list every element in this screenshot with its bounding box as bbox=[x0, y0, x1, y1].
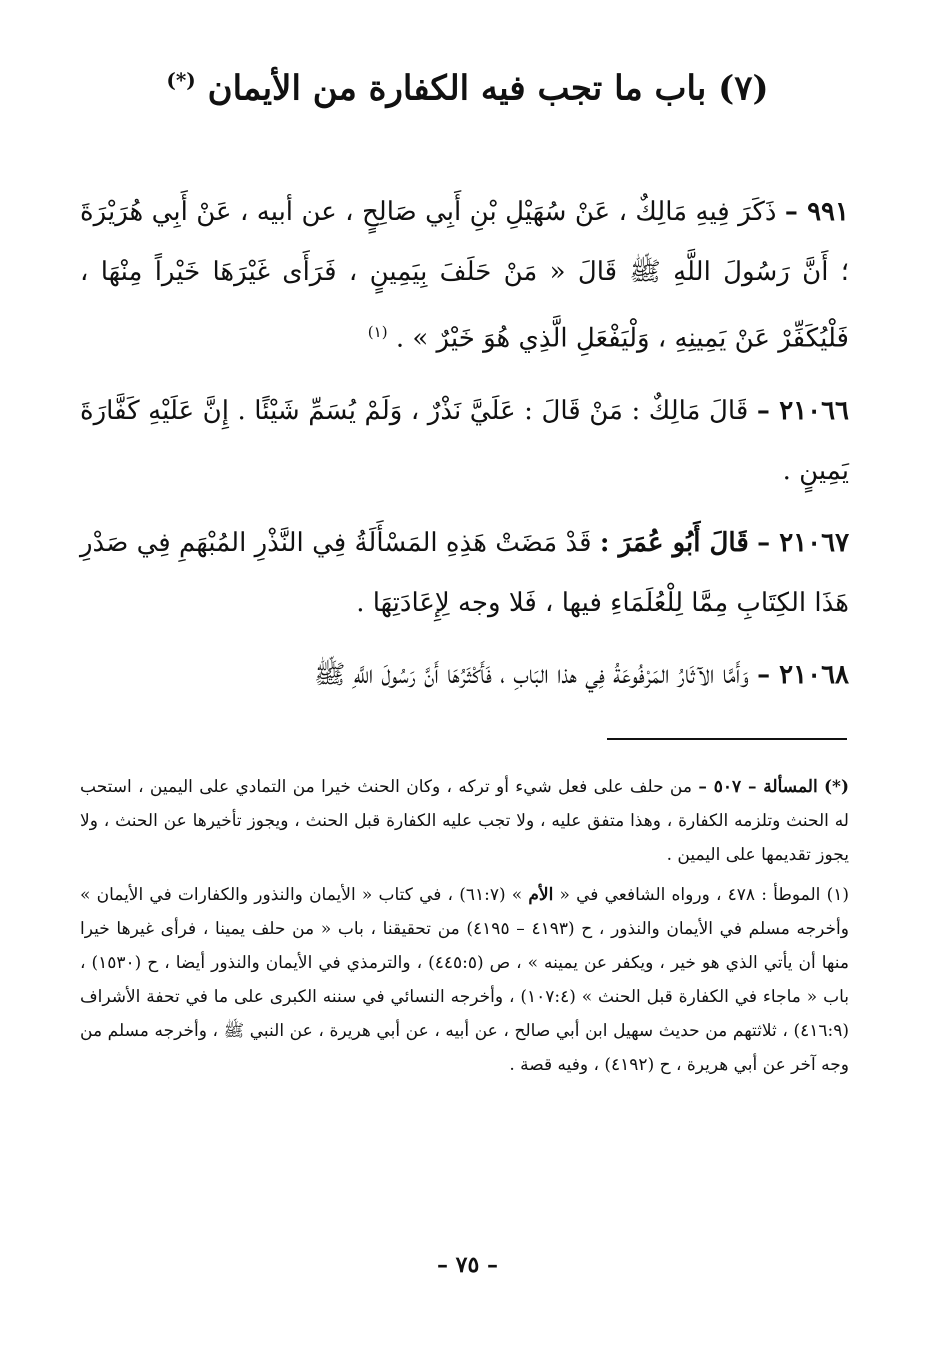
paragraph-number: ٢١٠٦٦ – bbox=[756, 395, 850, 426]
footnote-1 bbox=[80, 878, 849, 1082]
chapter-note-mark: (*) bbox=[166, 68, 196, 92]
footnotes bbox=[80, 770, 849, 1088]
paragraph-text: ذَكَرَ فِيهِ مَالِكٌ ، عَنْ سُهَيْلِ بْنِ أَبِي صَالِحٍ ، عن أبيه ، عَنْ أَبِي هُرَيْرَةَ ؛ أَنَّ رَسُولَ اللَّهِ ﷺ قَالَ « مَنْ حَلَفَ بِيَمِينٍ ، فَرَأَى غَيْرَهَا خَيْراً مِنْهَا ، فَلْيُكَفِّرْ عَنْ يَمِينِهِ ، وَلْيَفْعَلِ الَّذِي هُوَ خَيْرٌ » . bbox=[80, 197, 849, 354]
speaker-label: قَالَ أَبُو عُمَرَ : bbox=[599, 527, 749, 558]
footnote-divider bbox=[607, 738, 847, 740]
footnote-reference: (١) bbox=[367, 323, 388, 341]
paragraph-text: قَدْ مَضَتْ هَذِهِ المَسْأَلَةُ فِي النَّذْرِ المُبْهَمِ فِي صَدْرِ هَذَا الكِتَابِ مِمَّا لِلْعُلَمَاءِ فيها ، فَلا وجه لِإِعَادَتِهَا . bbox=[80, 527, 849, 618]
paragraph-number: ٩٩١ – bbox=[784, 197, 849, 227]
footnote-mark: (*) bbox=[824, 777, 849, 797]
footnote-book-title: الأم bbox=[528, 885, 554, 905]
main-text bbox=[80, 182, 849, 717]
paragraph-21068 bbox=[80, 645, 849, 705]
paragraph-number: ٢١٠٦٧ – bbox=[757, 527, 850, 558]
chapter-title-text: (٧) باب ما تجب فيه الكفارة من الأيمان bbox=[207, 68, 769, 109]
paragraph-21066 bbox=[80, 381, 849, 501]
issue-label: المسألة – ٥٠٧ – bbox=[698, 777, 818, 797]
footnote-text-b: » (٦١:٧) ، في كتاب « الأيمان والنذور والكفارات في الأيمان » وأخرجه مسلم في الأيمان والنذور ، ح (٤١٩٣ – ٤١٩٥) من تحقيقنا ، باب « من حلف يمينا ، فرأى غيرها خيرا منها أن يأتي الذي هو خير ، ويكفر عن يمينه » ، ص (٤٤٥:٥) ، والترمذي في الأيمان والنذور أيضا ، ح (١٥٣٠) ، باب « ماجاء في الكفارة قبل الحنث » (١٠٧:٤) ، وأخرجه النسائي في سننه الكبرى على ما في تحفة الأشراف (٤١٦:٩) ، ثلاثتهم من حديث سهيل ابن أبي صالح ، عن أبيه ، عن أبي هريرة ، عن النبي ﷺ ، وأخرجه مسلم من وجه آخر عن أبي هريرة ، ح (٤١٩٢) ، وفيه قصة . bbox=[80, 885, 849, 1075]
paragraph-text: قَالَ مَالِكٌ : مَنْ قَالَ : عَلَيَّ نَذْرٌ ، وَلَمْ يُسَمِّ شَيْئًا . إِنَّ عَلَيْهِ كَفَّارَةَ يَمِينٍ . bbox=[80, 395, 849, 486]
footnote-issue bbox=[80, 770, 849, 872]
footnote-text: من حلف على فعل شيء أو تركه ، وكان الحنث خيرا من التمادي على اليمين ، استحب له الحنث وتلزمه الكفارة ، وهذا متفق عليه ، ولا تجب عليه الكفارة قبل الحنث ، ويجوز تأخيرها عن الحنث ، ولا يجوز تقديمها على اليمين . bbox=[80, 777, 849, 865]
paragraph-21067 bbox=[80, 513, 849, 633]
footnote-text-a: الموطأ : ٤٧٨ ، ورواه الشافعي في « bbox=[559, 885, 821, 905]
footnote-mark: (١) bbox=[826, 885, 849, 905]
paragraph-text: وَأَمَّا الآثَارُ المَرْفُوعَةُ فِي هذا البَابِ ، فَأَكْثَرُهَا أَنَّ رَسُولَ اللَّهِ ﷺ bbox=[313, 659, 749, 690]
paragraph-number: ٢١٠٦٨ – bbox=[757, 659, 849, 690]
hadith-paragraph-991 bbox=[80, 182, 849, 369]
page-number: – ٧٥ – bbox=[437, 1252, 498, 1278]
chapter-title bbox=[0, 58, 935, 110]
